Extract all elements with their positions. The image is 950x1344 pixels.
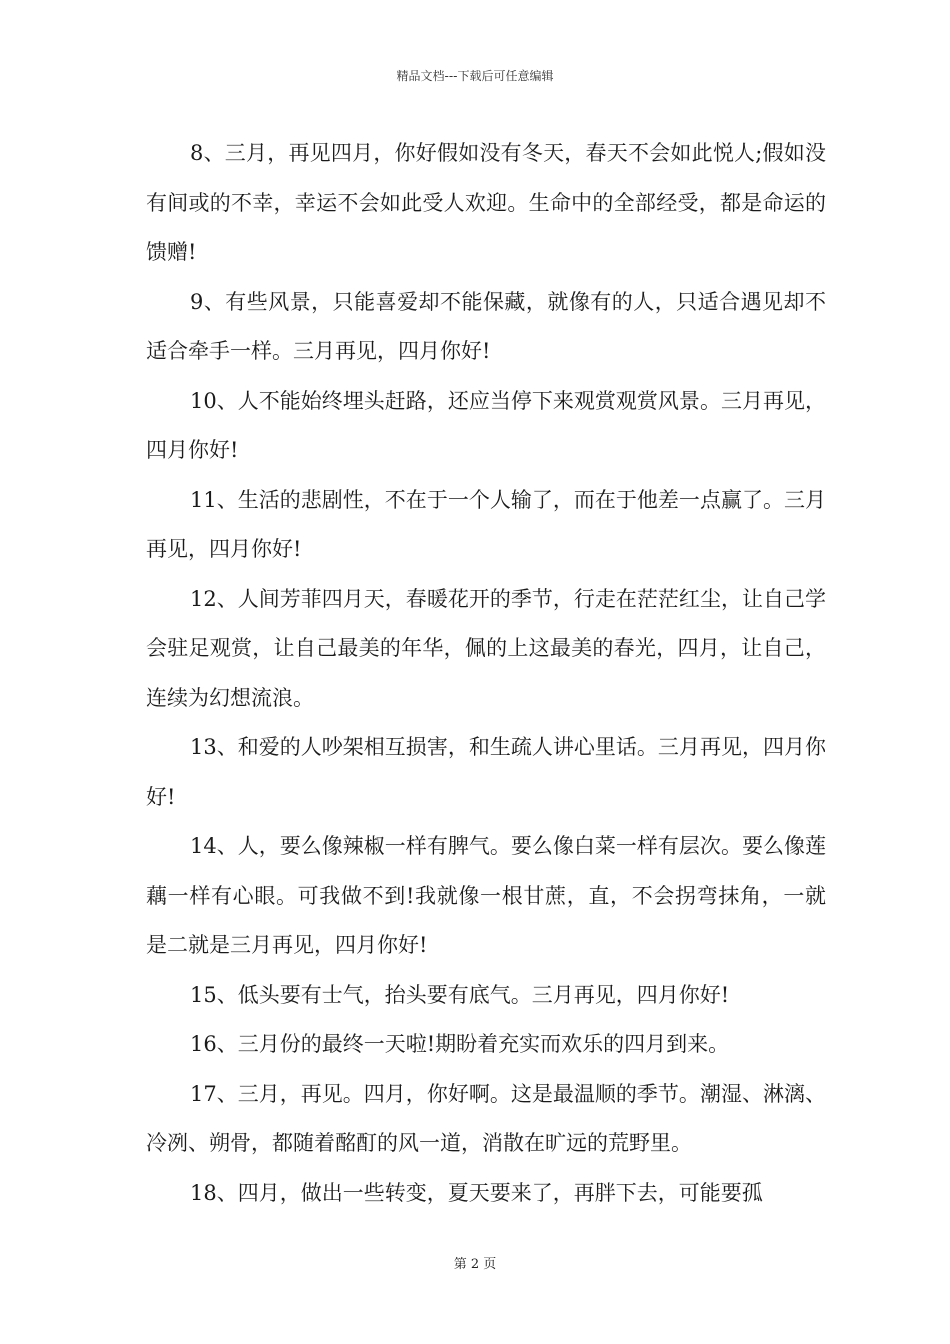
paragraph-12: 12、人间芳菲四月天，春暖花开的季节，行走在茫茫红尘，让自己学会驻足观赏，让自己最美的年华，佩的上这最美的春光，四月，让自己，连续为幻想流浪。 <box>146 586 826 710</box>
page-header: 精品文档---下载后可任意编辑 <box>396 69 554 83</box>
paragraph-10: 10、人不能始终埋头赶路，还应当停下来观赏观赏风景。三月再见，四月你好! <box>146 388 826 462</box>
paragraph-16: 16、三月份的最终一天啦!期盼着充实而欢乐的四月到来。 <box>190 1032 730 1056</box>
paragraph-8: 8、三月，再见四月，你好假如没有冬天，春天不会如此悦人;假如没有间或的不幸，幸运不会如此受人欢迎。生命中的全部经受，都是命运的馈赠! <box>146 141 826 264</box>
document-body <box>146 129 826 1218</box>
paragraph-11: 11、生活的悲剧性，不在于一个人输了，而在于他差一点赢了。三月再见，四月你好! <box>146 487 826 561</box>
page-number: 第 2 页 <box>453 1257 497 1272</box>
paragraph-13: 13、和爱的人吵架相互损害，和生疏人讲心里话。三月再见，四月你好! <box>146 735 826 809</box>
paragraph-17: 17、三月，再见。四月，你好啊。这是最温顺的季节。潮湿、淋漓、冷冽、朔骨，都随着酩酊的风一道，消散在旷远的荒野里。 <box>146 1081 826 1155</box>
paragraph-15: 15、低头要有士气，抬头要有底气。三月再见，四月你好! <box>190 982 730 1007</box>
paragraph-14: 14、人，要么像辣椒一样有脾气。要么像白菜一样有层次。要么像莲藕一样有心眼。可我做不到!我就像一根甘蔗，直，不会拐弯抹角，一就是二就是三月再见，四月你好! <box>146 834 826 957</box>
paragraph-9: 9、有些风景，只能喜爱却不能保藏，就像有的人，只适合遇见却不适合牵手一样。三月再见，四月你好! <box>146 289 826 363</box>
paragraph-18: 18、四月，做出一些转变，夏天要来了，再胖下去，可能要孤 <box>190 1180 763 1205</box>
